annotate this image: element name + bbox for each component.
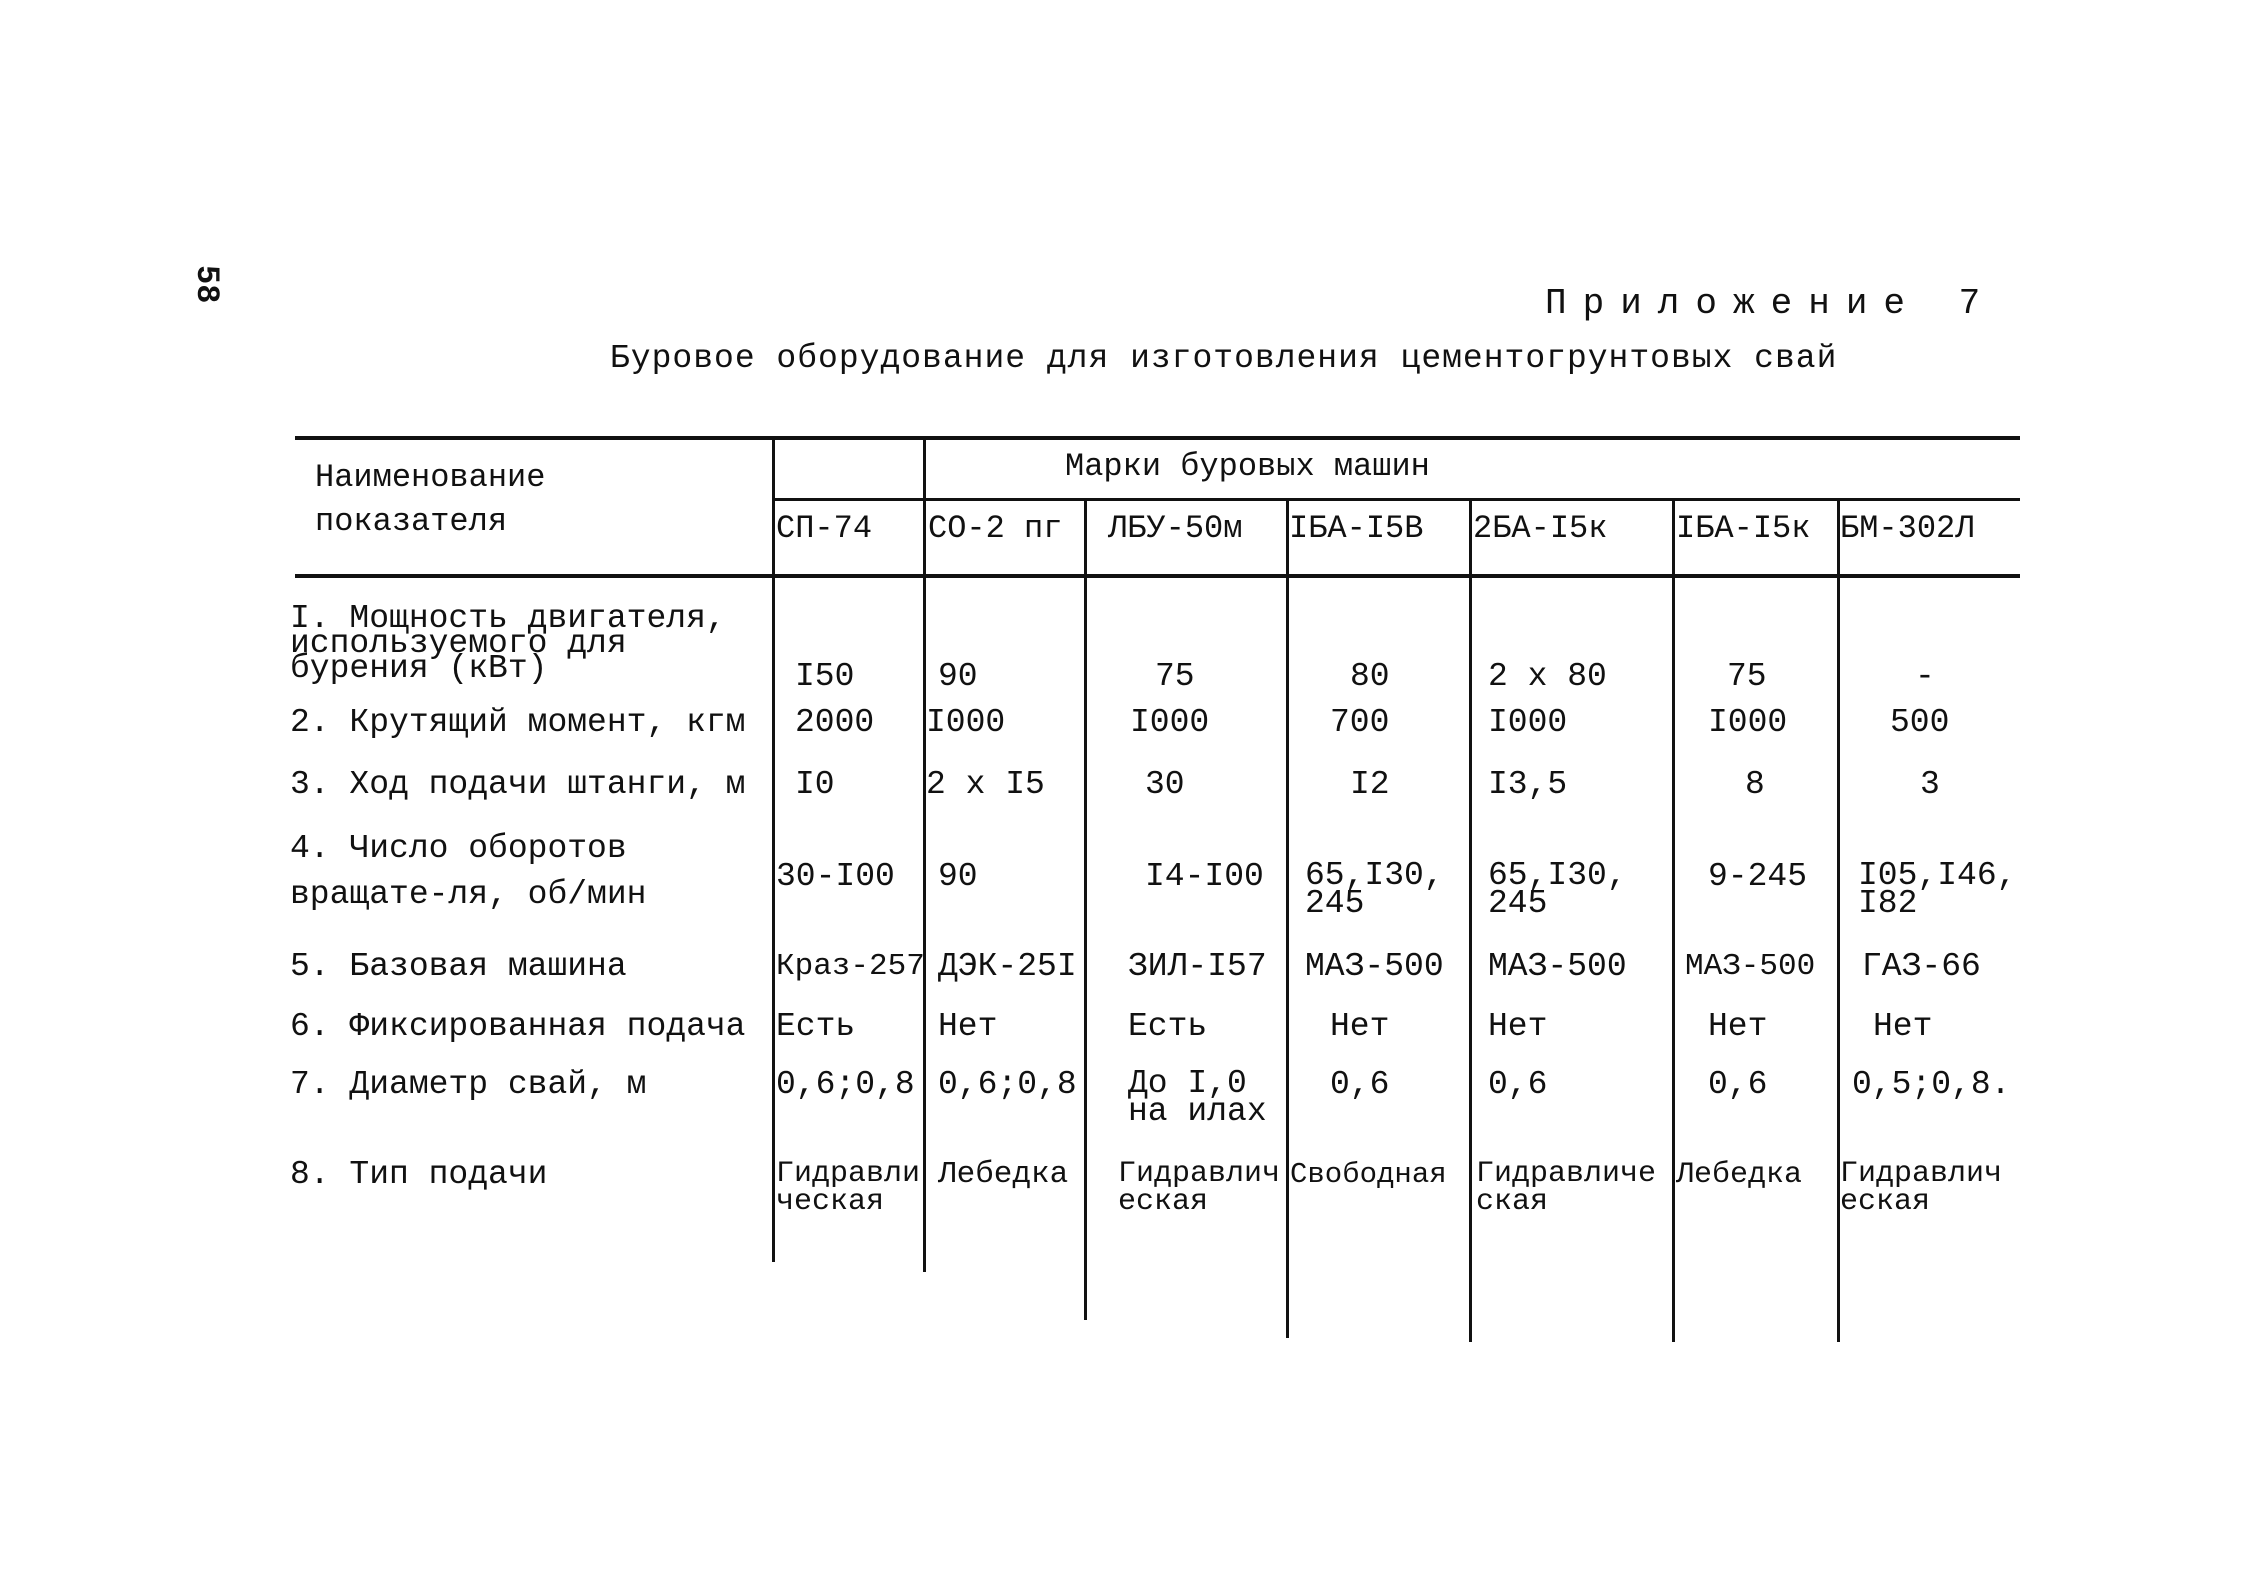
table-cell: 65,I30, 245	[1488, 857, 1627, 922]
table-cell: Гидравлическая	[1840, 1157, 2003, 1219]
row-label: 4. Число оборотов вращате-ля, об/мин	[290, 830, 647, 913]
table-cell: Есть	[1128, 1008, 1208, 1045]
row-label: 5. Базовая машина	[290, 948, 627, 985]
table-cell: 30	[1145, 766, 1185, 803]
brand-header: СП-74	[776, 510, 873, 547]
table-cell: Нет	[938, 1008, 998, 1045]
table-cell: МАЗ-500	[1685, 949, 1816, 984]
table-cell: ГАЗ-66	[1862, 948, 1981, 985]
table-cell: 0,6;0,8	[938, 1066, 1077, 1103]
table-cell: 9-245	[1708, 858, 1808, 895]
param-column-header: Наименование показателя	[315, 459, 546, 540]
table-cell: ДЭК-25I	[938, 948, 1077, 985]
table-cell: Лебедка	[1676, 1158, 1803, 1192]
table-cell: 3	[1920, 766, 1940, 803]
brand-header: IБА-I5В	[1289, 510, 1424, 547]
table-cell: 500	[1890, 704, 1950, 741]
brand-header: IБА-I5к	[1676, 510, 1811, 547]
table-cell: Краз-257	[776, 949, 925, 984]
brand-header: ЛБУ-50м	[1108, 510, 1243, 547]
column-divider	[1469, 500, 1472, 1342]
table-cell: 8	[1745, 766, 1765, 803]
table-cell: 0,6	[1330, 1066, 1390, 1103]
brand-header: БМ-302Л	[1840, 510, 1975, 547]
table-cell: 700	[1330, 704, 1390, 741]
table-top-rule	[295, 436, 2020, 440]
brand-header: 2БА-I5к	[1473, 510, 1608, 547]
row-label: 7. Диаметр свай, м	[290, 1066, 647, 1103]
table-cell: 65,I30, 245	[1305, 857, 1444, 922]
table-cell: I50	[795, 658, 855, 695]
table-cell: 30-I00	[776, 858, 895, 895]
table-cell: 80	[1350, 658, 1390, 695]
table-cell: 90	[938, 858, 978, 895]
table-cell: -	[1915, 658, 1935, 695]
equipment-table	[290, 436, 2020, 1276]
table-cell: 90	[938, 658, 978, 695]
table-cell: 0,6	[1708, 1066, 1768, 1103]
table-cell: До I,0 на илах	[1128, 1065, 1267, 1130]
table-cell: I0	[795, 766, 835, 803]
table-cell: 2 х I5	[926, 766, 1045, 803]
table-cell: Свободная	[1290, 1158, 1447, 1191]
table-cell: I3,5	[1488, 766, 1568, 803]
table-cell: МАЗ-500	[1305, 948, 1444, 985]
table-cell: Гидравлическая	[776, 1157, 921, 1219]
appendix-label: Приложение 7	[1545, 283, 1997, 324]
column-divider	[1084, 500, 1087, 1320]
table-cell: Гидравлическая	[1118, 1157, 1281, 1219]
header-bottom-rule	[295, 574, 2020, 578]
table-cell: 75	[1155, 658, 1195, 695]
row-label: I. Мощность двигателя, используемого для бурения (кВт)	[290, 600, 726, 687]
table-cell: Нет	[1330, 1008, 1390, 1045]
table-cell: 0,5;0,8.	[1852, 1066, 2011, 1103]
table-cell: I000	[1488, 704, 1568, 741]
document-title: Буровое оборудование для изготовления цементогрунтовых свай	[610, 340, 1838, 377]
column-divider	[1672, 500, 1675, 1342]
table-cell: 2000	[795, 704, 875, 741]
table-cell: Гидравлическая	[1476, 1157, 1657, 1219]
table-cell: I000	[1708, 704, 1788, 741]
table-cell: 0,6;0,8	[776, 1066, 915, 1103]
column-divider	[1286, 500, 1289, 1338]
table-cell: Нет	[1873, 1008, 1933, 1045]
table-cell: Нет	[1488, 1008, 1548, 1045]
table-cell: I000	[1130, 704, 1210, 741]
row-label: 8. Тип подачи	[290, 1156, 548, 1193]
table-cell: 75	[1727, 658, 1767, 695]
row-label: 6. Фиксированная подача	[290, 1008, 746, 1045]
column-divider	[772, 436, 775, 1262]
table-cell: I2	[1350, 766, 1390, 803]
table-cell: I4-I00	[1145, 858, 1264, 895]
table-cell: I05,I46, I82	[1858, 857, 2017, 922]
table-cell: Нет	[1708, 1008, 1768, 1045]
table-cell: I000	[926, 704, 1006, 741]
table-cell: ЗИЛ-I57	[1128, 948, 1267, 985]
table-cell: 0,6	[1488, 1066, 1548, 1103]
page-number: 58	[188, 265, 225, 304]
table-cell: 2 х 80	[1488, 658, 1607, 695]
table-cell: Есть	[776, 1008, 856, 1045]
brand-header-rule	[772, 498, 2020, 501]
column-divider	[923, 436, 926, 1272]
table-cell: Лебедка	[938, 1157, 1069, 1192]
row-label: 2. Крутящий момент, кгм	[290, 704, 746, 741]
brand-header: СО-2 пг	[928, 510, 1063, 547]
row-label: 3. Ход подачи штанги, м	[290, 766, 746, 803]
table-cell: МАЗ-500	[1488, 948, 1627, 985]
brands-group-header: Марки буровых машин	[1065, 448, 1430, 485]
